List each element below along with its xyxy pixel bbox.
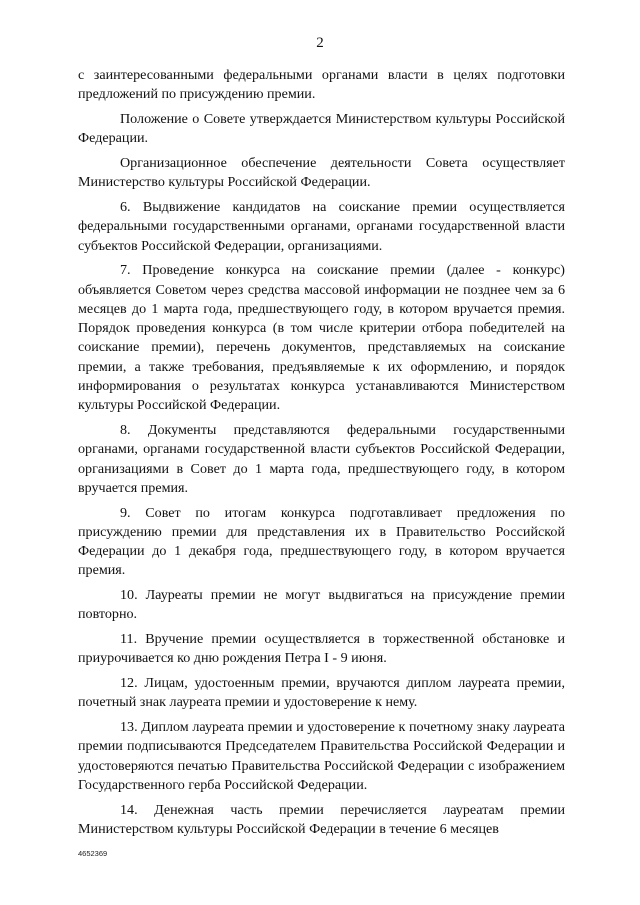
document-code: 4652369 [78, 849, 108, 858]
paragraph-item-8: 8. Документы представляются федеральными государственными органами, органами государственной власти субъектов Российской Федерации, организациями в Совет до 1 марта года, предшествующего году, в котором вручается премия. [78, 422, 565, 496]
paragraph-item-9: 9. Совет по итогам конкурса подготавливает предложения по присуждению премии для представления их в Правительство Российской Федерации до 1 декабря года, предшествующего году, в котором вручается премия. [78, 504, 565, 579]
paragraph-item-13: 13. Диплом лауреата премии и удостоверение к почетному знаку лауреата премии подписываются Председателем Правительства Российской Федерации и удостоверяются печатью Правительства Российской Федерации с изображением Государственного герба Российской Федерации. [78, 719, 565, 793]
paragraph-item-11: 11. Вручение премии осуществляется в торжественной обстановке и приурочивается ко дню рождения Петра I - 9 июня. [78, 631, 565, 667]
page-number: 2 [316, 35, 324, 51]
paragraph-item-10: 10. Лауреаты премии не могут выдвигаться на присуждение премии повторно. [78, 587, 565, 623]
paragraph-item-14: 14. Денежная часть премии перечисляется лауреатам премии Министерством культуры Российской Федерации в течение 6 месяцев [78, 801, 565, 837]
paragraph-item-7: 7. Проведение конкурса на соискание премии (далее - конкурс) объявляется Советом через средства массовой информации не позднее чем за 6 месяцев до 1 марта года, предшествующего году, в котором вручается премия. Порядок проведения конкурса (в том числе критерии отбора победителей на соискание премии), перечень документов, представляемых на соискание премии, а также требования, предъявляемые к их оформлению, и порядок информирования о результатах конкурса устанавливаются Министерством культуры Российской Федерации. [78, 262, 565, 414]
paragraph-council-regulation: Положение о Совете утверждается Министерством культуры Российской Федерации. [78, 110, 565, 147]
paragraph-item-12: 12. Лицам, удостоенным премии, вручаются диплом лауреата премии, почетный знак лауреата премии и удостоверение к нему. [78, 675, 565, 711]
document-body [78, 66, 565, 839]
paragraph-continuation: с заинтересованными федеральными органами власти в целях подготовки предложений по присуждению премии. [78, 67, 565, 103]
paragraph-item-6: 6. Выдвижение кандидатов на соискание премии осуществляется федеральными государственными органами, органами государственной власти субъектов Российской Федерации, организациями. [78, 198, 565, 254]
paragraph-organizational-support: Организационное обеспечение деятельности Совета осуществляет Министерство культуры Российской Федерации. [78, 154, 565, 191]
